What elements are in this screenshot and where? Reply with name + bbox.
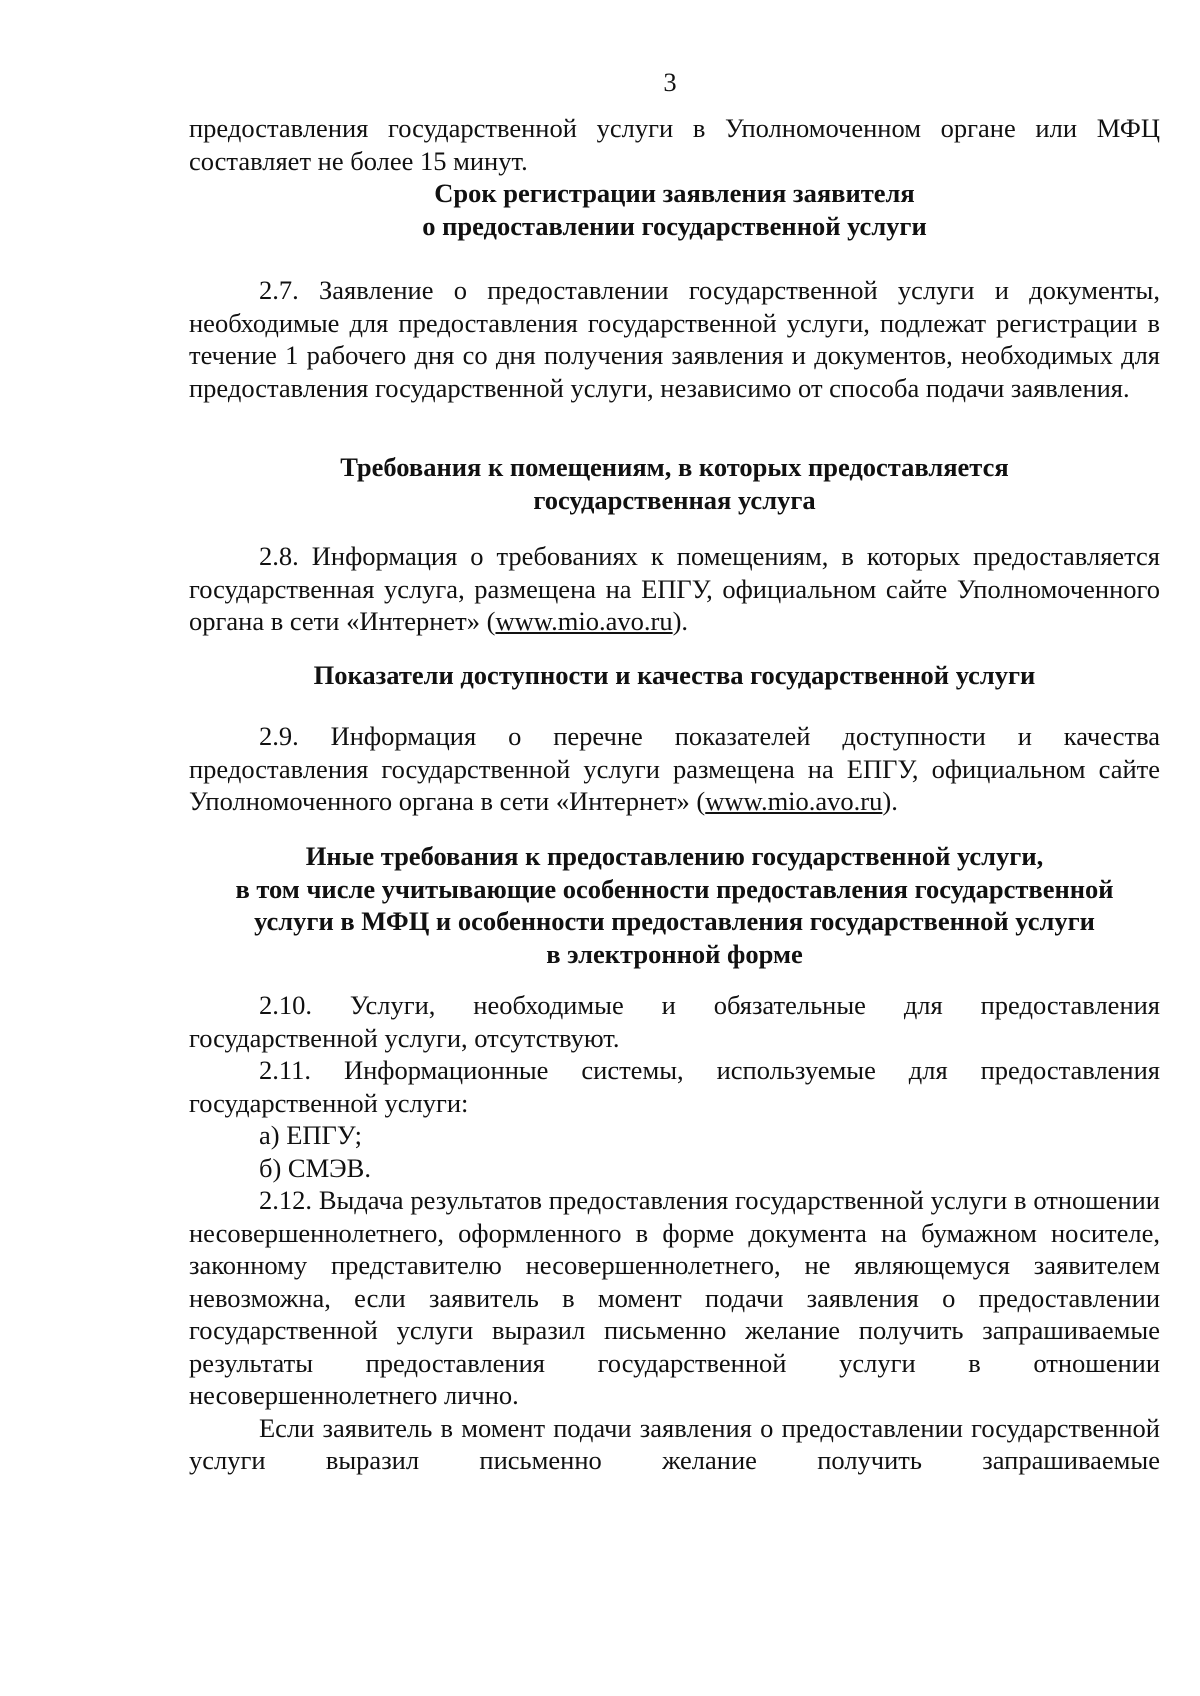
paragraph-last-text: Если заявитель в момент подачи заявления о предоставлении государственной услуги выразил письменно желание получить запрашиваемые bbox=[189, 1412, 1160, 1475]
list-item-b: б) СМЭВ. bbox=[259, 1152, 371, 1183]
heading-premises-requirements-line-2: государственная услуга bbox=[533, 484, 816, 515]
heading-other-requirements-line-1: Иные требования к предоставлению государственной услуги, bbox=[305, 841, 1044, 871]
heading-premises-requirements bbox=[189, 451, 1160, 516]
paragraphs-2-10-to-2-12 bbox=[189, 989, 1160, 1477]
page-number: 3 bbox=[663, 67, 677, 97]
website-link[interactable]: www.mio.avo.ru bbox=[495, 606, 673, 636]
heading-accessibility-indicators bbox=[189, 659, 1160, 692]
heading-accessibility-indicators-text: Показатели доступности и качества государственной услуги bbox=[313, 660, 1036, 690]
top-paragraph-line-2: составляет не более 15 минут. bbox=[189, 145, 528, 176]
heading-registration-term-line-1: Срок регистрации заявления заявителя bbox=[434, 178, 915, 208]
paragraph-2-8-text bbox=[189, 540, 1160, 638]
paragraph-2-9-body: 2.9. Информация о перечне показателей доступности и качества предоставления государственной услуги размещена на ЕПГУ, официальном сайте Уполномоченного органа в сети «Интернет» ( bbox=[189, 721, 1160, 816]
heading-registration-term-line-2: о предоставлении государственной услуги bbox=[422, 210, 927, 241]
heading-other-requirements-line-2: в том числе учитывающие особенности предоставления государственной bbox=[235, 873, 1114, 904]
paragraph-2-8 bbox=[189, 540, 1160, 638]
paragraph-2-9-text bbox=[189, 720, 1160, 818]
paragraph-2-10-text: 2.10. Услуги, необходимые и обязательные для предоставления государственной услуги, отсутствуют. bbox=[189, 990, 1160, 1053]
heading-registration-term bbox=[189, 177, 1160, 242]
paragraph-2-9-end: ). bbox=[882, 786, 898, 816]
heading-other-requirements-line-3: услуги в МФЦ и особенности предоставления государственной услуги bbox=[254, 906, 1095, 936]
paragraph-2-12-text: 2.12. Выдача результатов предоставления государственной услуги в отношении несовершеннолетнего, оформленного в форме документа на бумажном носителе, законному представителю несовершеннолетнего, не являющемуся заявителем невозможна, если заявитель в момент подачи заявления о предоставлении государственной услуги выразил письменно желание получить запрашиваемые результаты предоставления государственной услуги в отношении несовершеннолетнего лично. bbox=[189, 1185, 1160, 1410]
paragraph-2-7 bbox=[189, 274, 1160, 404]
website-link[interactable]: www.mio.avo.ru bbox=[705, 786, 883, 816]
paragraph-2-9 bbox=[189, 720, 1160, 818]
paragraph-2-8-end: ). bbox=[672, 606, 689, 636]
list-item-a: а) ЕПГУ; bbox=[259, 1120, 362, 1150]
top-paragraph-line-1: предоставления государственной услуги в Уполномоченном органе или МФЦ bbox=[189, 113, 1160, 143]
paragraph-2-7-text: 2.7. Заявление о предоставлении государственной услуги и документы, необходимые для предоставления государственной услуги, подлежат регистрации в течение 1 рабочего дня со дня получения заявления и документов, необходимых для предоставления государственной услуги, независимо от способа подачи заявления. bbox=[189, 275, 1160, 403]
heading-other-requirements-line-4: в электронной форме bbox=[546, 938, 803, 969]
heading-other-requirements bbox=[189, 840, 1160, 970]
heading-premises-requirements-line-1: Требования к помещениям, в которых предоставляется bbox=[340, 452, 1009, 482]
paragraph-2-11-text: 2.11. Информационные системы, используемые для предоставления государственной услуги: bbox=[189, 1055, 1160, 1118]
top-paragraph bbox=[189, 112, 1160, 177]
paragraph-2-8-body: 2.8. Информация о требованиях к помещениям, в которых предоставляется государственная услуга, размещена на ЕПГУ, официальном сайте Уполномоченного органа в сети «Интернет» ( bbox=[189, 541, 1160, 636]
